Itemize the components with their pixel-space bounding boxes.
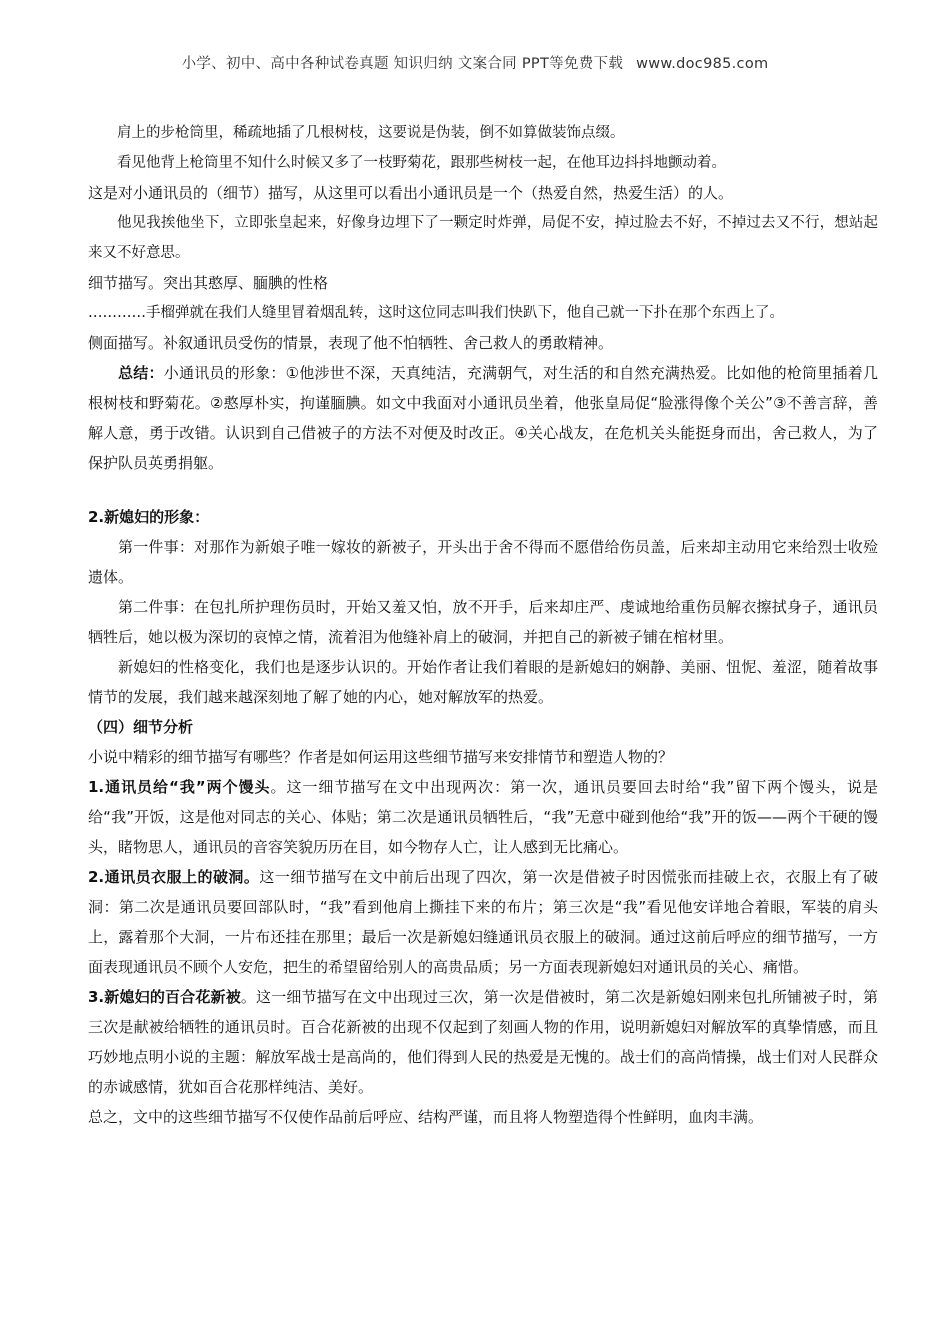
quote-paragraph: …………手榴弹就在我们人缝里冒着烟乱转，这时这位同志叫我们快趴下，他自己就一下扑在那个东西上了。 — [88, 305, 784, 321]
conclusion-paragraph: 总之，文中的这些细节描写不仅使作品前后呼应、结构严谨，而且将人物塑造得个性鲜明，血肉丰满。 — [88, 1108, 764, 1126]
summary-label: 总结： — [118, 364, 164, 382]
body-paragraph: 第一件事：对那作为新娘子唯一嫁妆的新被子，开头出于舍不得而不愿借给伤员盖，后来却主动用它来给烈士收殓遗体。 — [88, 538, 878, 586]
section-heading: （四）细节分析 — [88, 718, 194, 736]
section-heading: 2.新媳妇的形象： — [88, 508, 210, 526]
quote-paragraph: 他见我挨他坐下，立即张皇起来，好像身边埋下了一颗定时炸弹，局促不安，掉过脸去不好，不掉过去又不行，想站起来又不好意思。 — [88, 215, 878, 261]
analysis-paragraph: 这是对小通讯员的（细节）描写，从这里可以看出小通讯员是一个（热爱自然，热爱生活）的人。 — [88, 184, 734, 202]
summary-paragraph — [88, 358, 878, 478]
header-text: 小学、初中、高中各种试卷真题 知识归纳 文案合同 PPT等免费下载 — [181, 56, 624, 72]
detail-title: 1.通讯员给“我”两个馒头 — [88, 778, 271, 796]
detail-text: 。这一细节描写在文中出现两次：第一次，通讯员要回去时给“我”留下两个馒头，说是给“我”开饭，这是他对同志的关心、体贴；第二次是通讯员牺牲后，“我”无意中碰到他给“我”开的饭——两个干硬的馒头，睹物思人，通讯员的音容笑貌历历在目，如今物存人亡，让人感到无比痛心。 — [88, 778, 878, 856]
spacer — [88, 478, 878, 502]
header-url[interactable]: www.doc985.com — [636, 56, 769, 72]
detail-item — [88, 982, 878, 1102]
document-body — [88, 118, 878, 1132]
detail-title: 3.新媳妇的百合花新被 — [88, 988, 241, 1006]
detail-item — [88, 862, 878, 982]
quote-paragraph: 肩上的步枪筒里，稀疏地插了几根树枝，这要说是伪装，倒不如算做装饰点缀。 — [117, 125, 625, 141]
page-header — [0, 52, 950, 73]
analysis-paragraph: 细节描写。突出其憨厚、腼腆的性格 — [88, 274, 329, 292]
summary-text: 小通讯员的形象：①他涉世不深，天真纯洁，充满朝气，对生活的和自然充满热爱。比如他的枪筒里插着几根树枝和野菊花。②憨厚朴实，拘谨腼腆。如文中我面对小通讯员坐着，他张皇局促“脸涨得像个关公”③不善言辞，善解人意，勇于改错。认识到自己借被子的方法不对便及时改正。④关心战友，在危机关头能挺身而出，舍己救人，为了保护队员英勇捐躯。 — [88, 364, 878, 472]
detail-text: 这一细节描写在文中前后出现了四次，第一次是借被子时因慌张而挂破上衣，衣服上有了破洞：第二次是通讯员要回部队时，“我”看到他肩上撕挂下来的布片；第三次是“我”看见他安详地合着眼，军装的肩头上，露着那个大洞，一片布还挂在那里；最后一次是新媳妇缝通讯员衣服上的破洞。通过这前后呼应的细节描写，一方面表现通讯员不顾个人安危，把生的希望留给别人的高贵品质；另一方面表现新媳妇对通讯员的关心、痛惜。 — [88, 868, 878, 976]
detail-title: 2.通讯员衣服上的破洞。 — [88, 868, 260, 886]
quote-paragraph: 看见他背上枪筒里不知什么时候又多了一枝野菊花，跟那些树枝一起，在他耳边抖抖地颤动着。 — [117, 155, 726, 171]
detail-item — [88, 772, 878, 862]
detail-text: 。这一细节描写在文中出现过三次，第一次是借被时，第二次是新媳妇刚来包扎所铺被子时，第三次是献被给牺牲的通讯员时。百合花新被的出现不仅起到了刻画人物的作用，说明新媳妇对解放军的真挚情感，而且巧妙地点明小说的主题：解放军战士是高尚的，他们得到人民的热爱是无愧的。战士们的高尚情操，战士们对人民群众的赤诚感情，犹如百合花那样纯洁、美好。 — [88, 988, 878, 1096]
analysis-paragraph: 侧面描写。补叙通讯员受伤的情景，表现了他不怕牺牲、舍己救人的勇敢精神。 — [88, 334, 614, 352]
body-paragraph: 第二件事：在包扎所护理伤员时，开始又羞又怕，放不开手，后来却庄严、虔诚地给重伤员解衣擦拭身子，通讯员牺牲后，她以极为深切的哀悼之情，流着泪为他缝补肩上的破洞，并把自己的新被子铺在棺材里。 — [88, 598, 878, 646]
body-paragraph: 新媳妇的性格变化，我们也是逐步认识的。开始作者让我们着眼的是新媳妇的娴静、美丽、忸怩、羞涩，随着故事情节的发展，我们越来越深刻地了解了她的内心，她对解放军的热爱。 — [88, 658, 878, 706]
question-paragraph: 小说中精彩的细节描写有哪些？作者是如何运用这些细节描写来安排情节和塑造人物的？ — [88, 748, 674, 766]
